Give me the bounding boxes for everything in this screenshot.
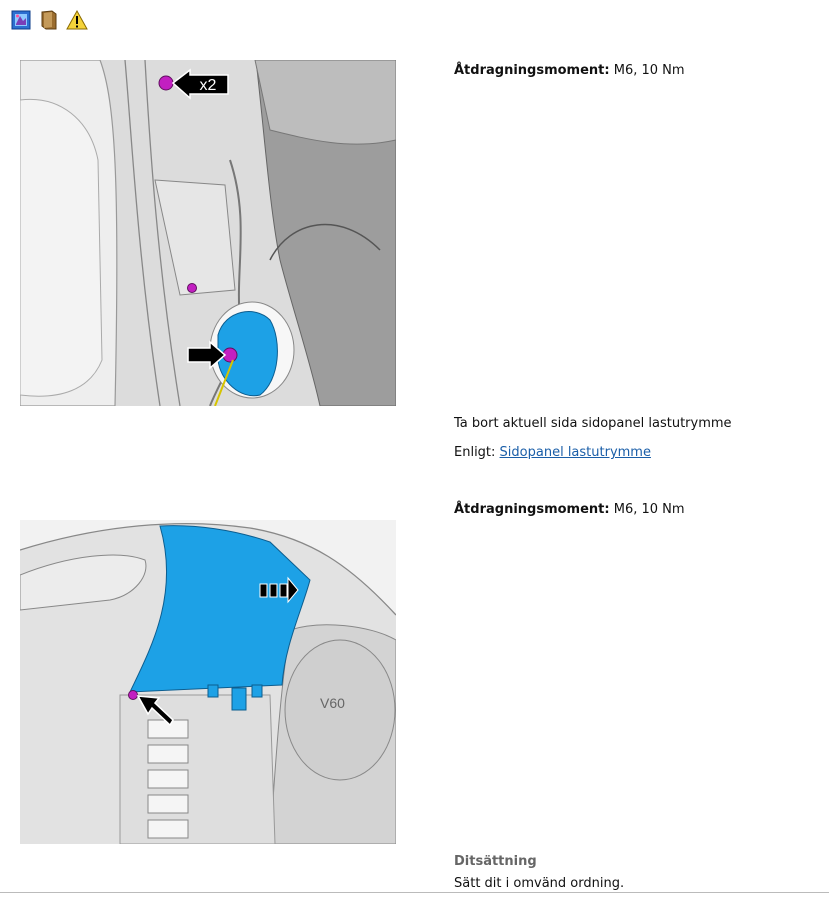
fitting-text: Sätt dit i omvänd ordning.: [454, 876, 625, 891]
callout-multiplier: x2: [199, 77, 217, 94]
torque-spec-1: [454, 63, 685, 78]
torque-spec-2: [454, 502, 685, 517]
torque-value: M6, 10 Nm: [613, 63, 685, 78]
torque-label: Åtdragningsmoment:: [454, 63, 610, 78]
torque-label: Åtdragningsmoment:: [454, 502, 610, 517]
manual-button[interactable]: [38, 9, 60, 31]
illustration-step-2: [20, 520, 396, 844]
reference-line: [454, 445, 651, 460]
instruction-text: Ta bort aktuell sida sidopanel lastutrymme: [454, 416, 732, 431]
torque-value: M6, 10 Nm: [613, 502, 685, 517]
toolbar: [10, 9, 88, 35]
picture-frame-icon: [11, 10, 31, 30]
book-icon: [39, 10, 59, 30]
section-heading-fitting: Ditsättning: [454, 854, 537, 869]
picture-button[interactable]: [10, 9, 32, 31]
reference-label: Enligt:: [454, 445, 496, 460]
svg-text:V60: V60: [320, 695, 345, 711]
warning-icon: [66, 10, 88, 30]
illustration-step-1: [20, 60, 396, 406]
side-panel-link[interactable]: Sidopanel lastutrymme: [499, 445, 651, 460]
divider: [0, 892, 829, 893]
warning-button[interactable]: [66, 9, 88, 31]
